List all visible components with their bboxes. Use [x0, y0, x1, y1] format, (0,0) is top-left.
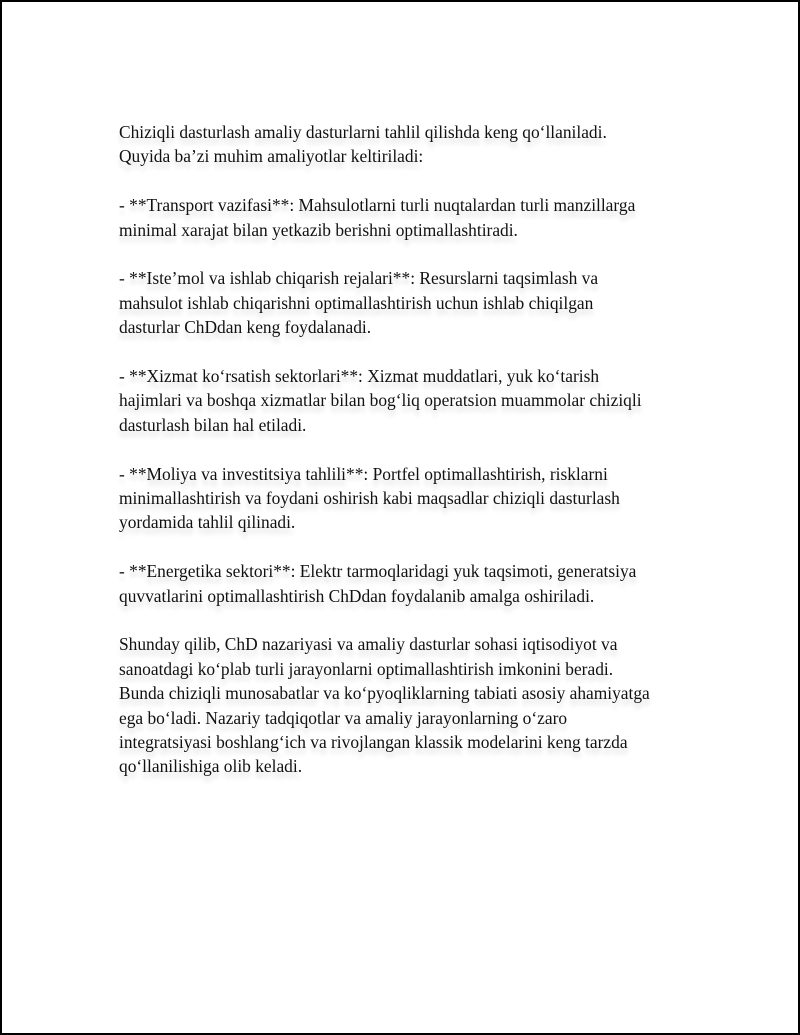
- list-item-energy-sector: - **Energetika sektori**: Elektr tarmoqlaridagi yuk taqsimoti, generatsiya quvvatlarini optimallashtirish ChDdan foydalanib amalga oshiriladi.: [119, 561, 637, 606]
- list-item-consumption-production: - **Isteʼmol va ishlab chiqarish rejalari**: Resurslarni taqsimlash va mahsulot ishlab chiqarishni optimallashtirish uchun ishlab chiqilgan dasturlar ChDdan keng foydalanadi.: [119, 268, 599, 338]
- intro-paragraph: Chiziqli dasturlash amaliy dasturlarni tahlil qilishda keng qo‘llaniladi. Quyida baʼzi muhim amaliyotlar keltiriladi:: [119, 122, 607, 167]
- list-item-finance-investment: - **Moliya va investitsiya tahlili**: Portfel optimallashtirish, risklarni minimallashtirish va foydani oshirish kabi maqsadlar chiziqli dasturlash yordamida tahlil qilinadi.: [119, 463, 620, 533]
- list-item-service-sectors: - **Xizmat ko‘rsatish sektorlari**: Xizmat muddatlari, yuk ko‘tarish hajimlari va boshqa xizmatlar bilan bog‘liq operatsion muammolar chiziqli dasturlash bilan hal etiladi.: [119, 366, 642, 435]
- list-item-transport: - **Transport vazifasi**: Mahsulotlarni turli nuqtalardan turli manzillarga minimal xarajat bilan yetkazib berishni optimallashtiradi.: [119, 195, 636, 240]
- document-body: [119, 120, 699, 779]
- conclusion-paragraph: Shunday qilib, ChD nazariyasi va amaliy dasturlar sohasi iqtisodiyot va sanoatdagi ko‘plab turli jarayonlarni optimallashtirish imkonini beradi. Bunda chiziqli munosabatlar va ko‘pyoqliklarning tabiati asosiy ahamiyatga ega bo‘ladi. Nazariy tadqiqotlar va amaliy jarayonlarning o‘zaro integratsiyasi boshlang‘ich va rivojlangan klassik modelarini keng tarzda qo‘llanilishiga olib keladi.: [119, 634, 650, 777]
